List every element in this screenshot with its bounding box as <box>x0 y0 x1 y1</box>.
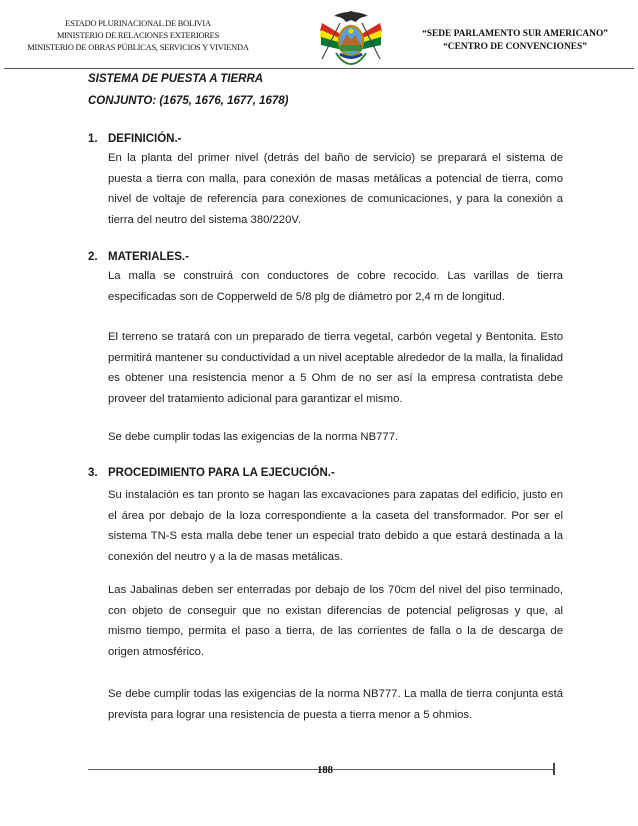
procedure-paragraph-3: Se debe cumplir todas las exigencias de la norma NB777. La malla de tierra conjunta está prevista para lograr una resistencia de puesta a tierra menor a 5 ohmios. <box>108 688 563 721</box>
header-line-foreign-ministry: MINISTERIO DE RELACIONES EXTERIORES <box>56 31 220 40</box>
header-project-block <box>398 28 632 54</box>
section-title: DEFINICIÓN.- <box>108 133 182 145</box>
section-number: 1. <box>88 133 98 145</box>
header-project-subtitle: “CENTRO DE CONVENCIONES” <box>443 42 587 52</box>
section-heading-materials <box>88 251 189 263</box>
header-institution-block <box>4 18 272 54</box>
section-heading-procedure <box>88 467 335 479</box>
header-line-public-works-ministry: MINISTERIO DE OBRAS PÚBLICAS, SERVICIOS Y VIVIENDA <box>27 43 249 52</box>
section-number: 3. <box>88 467 98 479</box>
page-number: 188 <box>317 765 333 776</box>
section-title: PROCEDIMIENTO PARA LA EJECUCIÓN.- <box>108 467 335 479</box>
system-title: SISTEMA DE PUESTA A TIERRA <box>88 73 264 85</box>
materials-paragraph-1: La malla se construirá con conductores de cobre recocido. Las varillas de tierra especificadas son de Copperweld de 5/8 plg de diámetro por 2,4 m de longitud. <box>108 270 563 303</box>
header-line-state: ESTADO PLURINACIONAL DE BOLIVIA <box>65 19 211 28</box>
section-number: 2. <box>88 251 98 263</box>
bolivia-coat-of-arms-icon <box>316 9 386 67</box>
definition-paragraph: En la planta del primer nivel (detrás del baño de servicio) se preparará el sistema de puesta a tierra con malla, para conexión de masas metálicas a potencial de tierra, como nivel de voltaje de referencia para conexiones de comunicaciones, y para la conexión a tierra del neutro del sistema 380/220V. <box>108 152 563 226</box>
section-heading-definition <box>88 133 181 145</box>
set-title: CONJUNTO: (1675, 1676, 1677, 1678) <box>88 95 289 107</box>
footer-tick-mark <box>553 763 555 775</box>
materials-paragraph-3: Se debe cumplir todas las exigencias de la norma NB777. <box>108 431 399 443</box>
procedure-paragraph-1: Su instalación es tan pronto se hagan las excavaciones para zapatas del edificio, justo en el área por debajo de la loza correspondiente a la caseta del transformador. Por ser el sistema TN-S esta malla debe tener un especial trato debido a que estará destinada a la conexión del neutro y a la de masas metálicas. <box>108 489 563 563</box>
procedure-paragraph-2: Las Jabalinas deben ser enterradas por debajo de los 70cm del nivel del piso terminado, con objeto de conseguir que no existan diferencias de potencial peligrosas y que, al mismo tiempo, permita el paso a tierra, de las corrientes de falla o la de descarga de origen atmosférico. <box>108 584 563 658</box>
header-project-name: “SEDE PARLAMENTO SUR AMERICANO” <box>422 29 608 39</box>
materials-paragraph-2: El terreno se tratará con un preparado de tierra vegetal, carbón vegetal y Bentonita. Esto permitirá mantener su conductividad a un nivel aceptable alrededor de la malla, la finalidad es obtener una resistencia menor a 5 Ohm de no ser así la empresa contratista debe proveer del tratamiento adicional para garantizar el mismo. <box>108 331 563 405</box>
section-title: MATERIALES.- <box>108 251 189 263</box>
header-divider <box>4 68 634 69</box>
